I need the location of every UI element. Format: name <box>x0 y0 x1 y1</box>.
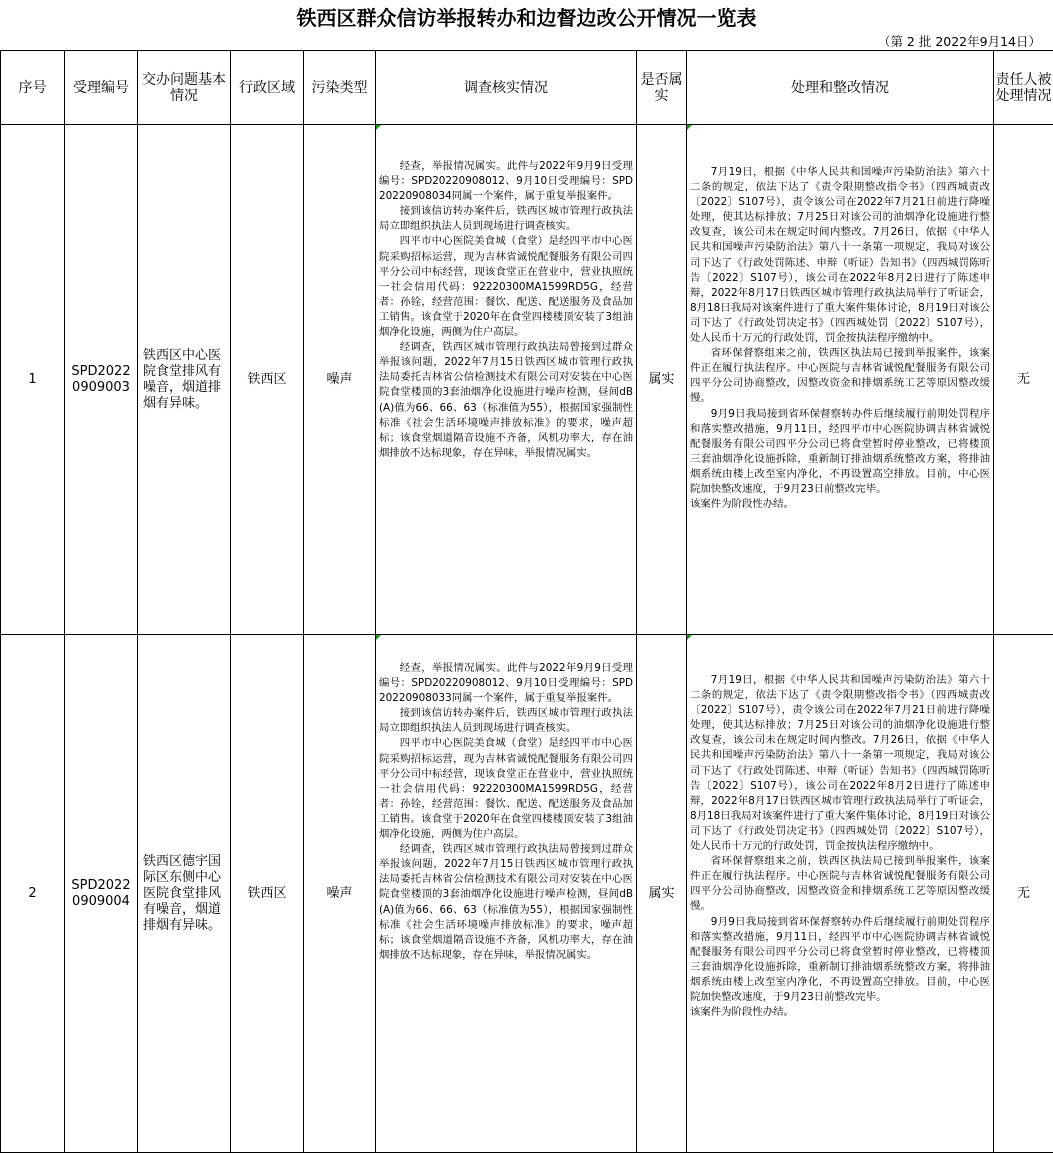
cell-code[interactable]: SPD20220909003 <box>65 125 138 635</box>
handling-paragraph: 省环保督察组来之前，铁西区执法局已接到举报案件，该案件正在履行执法程序。中心医院与吉林省诚悦配餐服务有限公司四平分公司协商整改，因整改资金和排烟系统工艺等原因整改缓慢。 <box>690 346 990 406</box>
cell-handling[interactable] <box>687 635 994 1153</box>
handling-paragraph: 9月9日我局接到省环保督察转办件后继续履行前期处罚程序和落实整改措施，9月11日，经四平市中心医院协调吉林省诚悦配餐服务有限公司四平分公司已将食堂暂时停业整改，已将楼顶三套油烟净化设施拆除，重新制订排油烟系统整改方案，将排油烟系统由楼上改至室内净化，不再设置高空排放。目前，中心医院加快整改速度，于9月23日前整改完毕。 <box>690 915 990 1006</box>
handling-paragraph: 该案件为阶段性办结。 <box>690 497 990 512</box>
comment-marker-icon <box>376 635 381 640</box>
header-code: 受理编号 <box>65 51 138 125</box>
header-accountability: 责任人被处理情况 <box>994 51 1053 125</box>
handling-paragraph: 9月9日我局接到省环保督察转办件后继续履行前期处罚程序和落实整改措施，9月11日，经四平市中心医院协调吉林省诚悦配餐服务有限公司四平分公司已将食堂暂时停业整改，已将楼顶三套油烟净化设施拆除，重新制订排油烟系统整改方案，将排油烟系统由楼上改至室内净化，不再设置高空排放。目前，中心医院加快整改速度，于9月23日前整改完毕。 <box>690 407 990 498</box>
cell-district[interactable]: 铁西区 <box>231 125 304 635</box>
comment-marker-icon <box>687 125 692 130</box>
header-handling: 处理和整改情况 <box>687 51 994 125</box>
header-district: 行政区域 <box>231 51 304 125</box>
cell-accountability[interactable]: 无 <box>994 635 1053 1153</box>
cell-no[interactable]: 2 <box>1 635 65 1153</box>
batch-date-subtitle: （第 2 批 2022年9月14日） <box>878 34 1041 50</box>
comment-marker-icon <box>687 635 692 640</box>
investigation-paragraph: 接到该信访转办案件后，铁西区城市管理行政执法局立即组织执法人员到现场进行调查核实。 <box>379 204 633 234</box>
cell-pollution[interactable]: 噪声 <box>304 635 376 1153</box>
header-issue: 交办问题基本情况 <box>138 51 231 125</box>
handling-paragraph: 7月19日，根据《中华人民共和国噪声污染防治法》第六十二条的规定，依法下达了《责令限期整改指令书》（四西城责改〔2022〕S107号），责令该公司在2022年7月21日前进行降噪处理，使其达标排放；7月25日对该公司的油烟净化设施进行整改复查，该公司未在规定时间内整改。7月26日，依据《中华人民共和国噪声污染防治法》第八十一条第一项规定，我局对该公司下达了《行政处罚陈述、申辩（听证）告知书》（四西城罚陈听告〔2022〕S107号），该公司在2022年8月2日进行了陈述申辩，2022年8月17日铁西区城市管理行政执法局举行了听证会，8月18日我局对该案件进行了重大案件集体讨论，8月19日对该公司下达了《行政处罚决定书》（四西城处罚〔2022〕S107号），处人民币十万元的行政处罚，罚金按执法程序缴纳中。 <box>690 673 990 854</box>
handling-paragraph: 省环保督察组来之前，铁西区执法局已接到举报案件，该案件正在履行执法程序。中心医院与吉林省诚悦配餐服务有限公司四平分公司协商整改，因整改资金和排烟系统工艺等原因整改缓慢。 <box>690 854 990 914</box>
header-no: 序号 <box>1 51 65 125</box>
header-row <box>1 51 1053 125</box>
header-verified: 是否属实 <box>637 51 687 125</box>
cell-verified[interactable]: 属实 <box>637 125 687 635</box>
cell-district[interactable]: 铁西区 <box>231 635 304 1153</box>
cell-investigation[interactable] <box>376 635 637 1153</box>
handling-paragraph: 该案件为阶段性办结。 <box>690 1005 990 1020</box>
investigation-paragraph: 四平市中心医院美食城（食堂）是经四平市中心医院采购招标运营，现为吉林省诚悦配餐服务有限公司四平分公司中标经营，现该食堂正在营业中，营业执照统一社会信用代码：92220300MA1599RD5G，经营者：孙铨，经营范围：餐饮、配送、配送服务及食品加工销售。该食堂于2020年在食堂四楼楼顶安装了3组油烟净化设施，两侧为住户高层。 <box>379 736 633 842</box>
header-investigation: 调查核实情况 <box>376 51 637 125</box>
investigation-paragraph: 经调查，铁西区城市管理行政执法局曾接到过群众举报该问题，2022年7月15日铁西区城市管理行政执法局委托吉林省公信检测技术有限公司对安装在中心医院食堂楼顶的3套油烟净化设施进行噪声检测，昼间dB(A)值为66、66、63（标准值为55），根据国家强制性标准《社会生活环境噪声排放标准》的要求，噪声超标；该食堂烟道隔音设施不齐备，风机功率大，存在油烟排放不达标现象，存在异味，举报情况属实。 <box>379 842 633 963</box>
cell-investigation[interactable] <box>376 125 637 635</box>
table-row <box>1 125 1053 635</box>
handling-paragraph: 7月19日，根据《中华人民共和国噪声污染防治法》第六十二条的规定，依法下达了《责令限期整改指令书》（四西城责改〔2022〕S107号），责令该公司在2022年7月21日前进行降噪处理，使其达标排放；7月25日对该公司的油烟净化设施进行整改复查，该公司未在规定时间内整改。7月26日，依据《中华人民共和国噪声污染防治法》第八十一条第一项规定，我局对该公司下达了《行政处罚陈述、申辩（听证）告知书》（四西城罚陈听告〔2022〕S107号），该公司在2022年8月2日进行了陈述申辩，2022年8月17日铁西区城市管理行政执法局举行了听证会，8月18日我局对该案件进行了重大案件集体讨论，8月19日对该公司下达了《行政处罚决定书》（四西城处罚〔2022〕S107号），处人民币十万元的行政处罚，罚金按执法程序缴纳中。 <box>690 165 990 346</box>
cell-issue[interactable]: 铁西区中心医院食堂排风有噪音，烟道排烟有异味。 <box>138 125 231 635</box>
cell-code[interactable]: SPD20220909004 <box>65 635 138 1153</box>
page-title: 铁西区群众信访举报转办和边督边改公开情况一览表 <box>0 0 1053 36</box>
cell-accountability[interactable]: 无 <box>994 125 1053 635</box>
investigation-paragraph: 四平市中心医院美食城（食堂）是经四平市中心医院采购招标运营，现为吉林省诚悦配餐服务有限公司四平分公司中标经营，现该食堂正在营业中，营业执照统一社会信用代码：92220300MA1599RD5G，经营者：孙铨，经营范围：餐饮、配送、配送服务及食品加工销售。该食堂于2020年在食堂四楼楼顶安装了3组油烟净化设施，两侧为住户高层。 <box>379 234 633 340</box>
header-pollution: 污染类型 <box>304 51 376 125</box>
investigation-paragraph: 接到该信访转办案件后，铁西区城市管理行政执法局立即组织执法人员到现场进行调查核实。 <box>379 706 633 736</box>
cell-handling[interactable] <box>687 125 994 635</box>
disclosure-table <box>0 50 1053 1153</box>
cell-issue[interactable]: 铁西区德宇国际区东侧中心医院食堂排风有噪音，烟道排烟有异味。 <box>138 635 231 1153</box>
investigation-paragraph: 经查，举报情况属实。此件与2022年9月9日受理编号：SPD20220908012、9月10日受理编号：SPD20220908034同属一个案件，属于重复举报案件。 <box>379 159 633 204</box>
comment-marker-icon <box>376 125 381 130</box>
investigation-paragraph: 经查，举报情况属实。此件与2022年9月9日受理编号：SPD20220908012、9月10日受理编号：SPD20220908033同属一个案件，属于重复举报案件。 <box>379 661 633 706</box>
cell-no[interactable]: 1 <box>1 125 65 635</box>
cell-pollution[interactable]: 噪声 <box>304 125 376 635</box>
investigation-paragraph: 经调查，铁西区城市管理行政执法局曾接到过群众举报该问题，2022年7月15日铁西区城市管理行政执法局委托吉林省公信检测技术有限公司对安装在中心医院食堂楼顶的3套油烟净化设施进行噪声检测，昼间dB(A)值为66、66、63（标准值为55），根据国家强制性标准《社会生活环境噪声排放标准》的要求，噪声超标；该食堂烟道隔音设施不齐备，风机功率大，存在油烟排放不达标现象，存在异味，举报情况属实。 <box>379 340 633 461</box>
cell-verified[interactable]: 属实 <box>637 635 687 1153</box>
table-row <box>1 635 1053 1153</box>
